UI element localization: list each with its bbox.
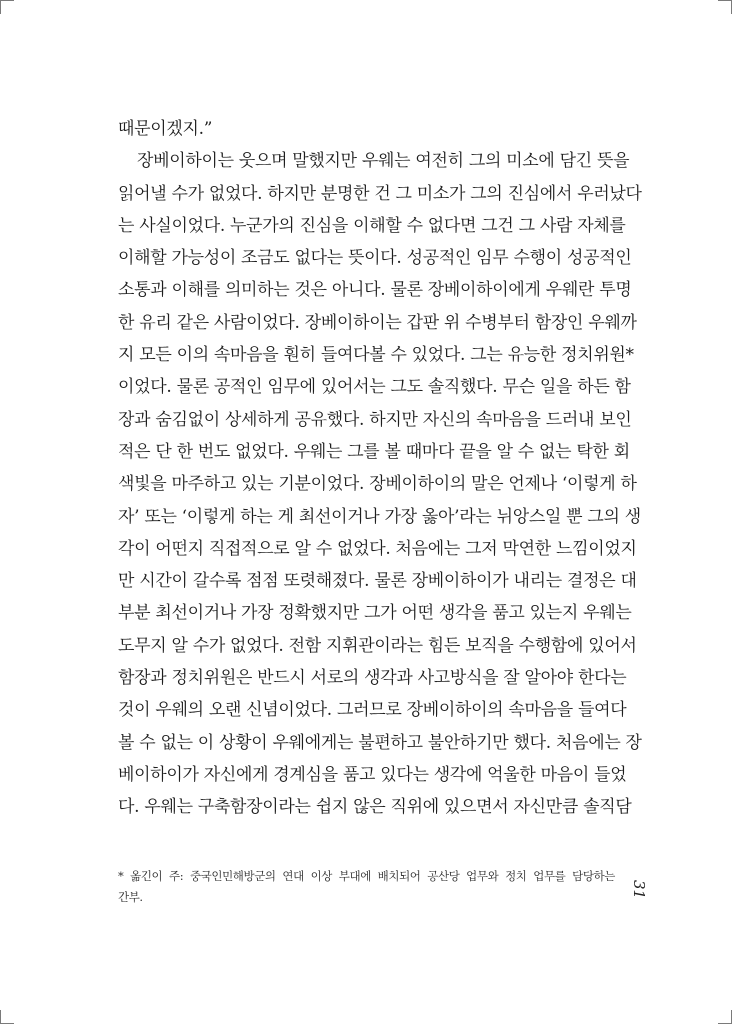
text-line: 한 유리 같은 사람이었다. 장베이하이는 갑판 위 수병부터 함장인 우웨까 [118, 312, 637, 333]
text-line: 읽어낼 수가 없었다. 하지만 분명한 건 그 미소가 그의 진심에서 우러났다 [118, 183, 642, 204]
text-line: 함장과 정치위원은 반드시 서로의 생각과 사고방식을 잘 알아야 한다는 [118, 668, 627, 689]
text-line: 이었다. 물론 공적인 임무에 있어서는 그도 솔직했다. 무슨 일을 하든 함 [118, 377, 631, 398]
text-line: 는 사실이었다. 누군가의 진심을 이해할 수 없다면 그건 그 사람 자체를 [118, 215, 626, 236]
text-line: 베이하이가 자신에게 경계심을 품고 있다는 생각에 억울한 마음이 들었 [118, 764, 627, 785]
text-line: 지 모든 이의 속마음을 훤히 들여다볼 수 있었다. 그는 유능한 정치위원* [118, 345, 634, 366]
footnote-line: 간부. [118, 890, 143, 904]
text-line: 각이 어떤지 직접적으로 알 수 없었다. 처음에는 그저 막연한 느낌이었지 [118, 538, 637, 559]
footnote-line: * 옮긴이 주: 중국인민해방군의 연대 이상 부대에 배치되어 공산당 업무와 정치 업무를 담당하는 [118, 869, 615, 883]
text-line: 색빛을 마주하고 있는 기분이었다. 장베이하이의 말은 언제나 ‘이렇게 하 [118, 474, 637, 495]
text-line: 볼 수 없는 이 상황이 우웨에게는 불편하고 불안하기만 했다. 처음에는 장 [118, 732, 642, 753]
text-line: 것이 우웨의 오랜 신념이었다. 그러므로 장베이하이의 속마음을 들여다 [118, 700, 627, 721]
page-number: 31 [630, 880, 648, 900]
text-line: 부분 최선이거나 가장 정확했지만 그가 어떤 생각을 품고 있는지 우웨는 [118, 603, 632, 624]
text-line: 자’ 또는 ‘이렇게 하는 게 최선이거나 가장 옳아’라는 뉘앙스일 뿐 그의 생 [118, 506, 641, 527]
text-line: 적은 단 한 번도 없었다. 우웨는 그를 볼 때마다 끝을 알 수 없는 탁한 회 [118, 441, 630, 462]
text-line: 도무지 알 수가 없었다. 전함 지휘관이라는 힘든 보직을 수행함에 있어서 [118, 635, 637, 656]
footnote [118, 866, 615, 908]
text-line: 때문이겠지.” [118, 119, 213, 139]
text-line: 다. 우웨는 구축함장이라는 쉽지 않은 직위에 있으면서 자신만큼 솔직담 [118, 797, 632, 818]
text-line: 소통과 이해를 의미하는 것은 아니다. 물론 장베이하이에게 우웨란 투명 [118, 280, 632, 301]
text-line: 이해할 가능성이 조금도 없다는 뜻이다. 성공적인 임무 수행이 성공적인 [118, 248, 632, 269]
body-text [118, 113, 642, 824]
text-line: 만 시간이 갈수록 점점 또렷해졌다. 물론 장베이하이가 내리는 결정은 대 [118, 571, 637, 592]
text-line-paragraph-start: 장베이하이는 웃으며 말했지만 우웨는 여전히 그의 미소에 담긴 뜻을 [137, 151, 630, 172]
text-line: 장과 숨김없이 상세하게 공유했다. 하지만 자신의 속마음을 드러내 보인 [118, 409, 632, 430]
